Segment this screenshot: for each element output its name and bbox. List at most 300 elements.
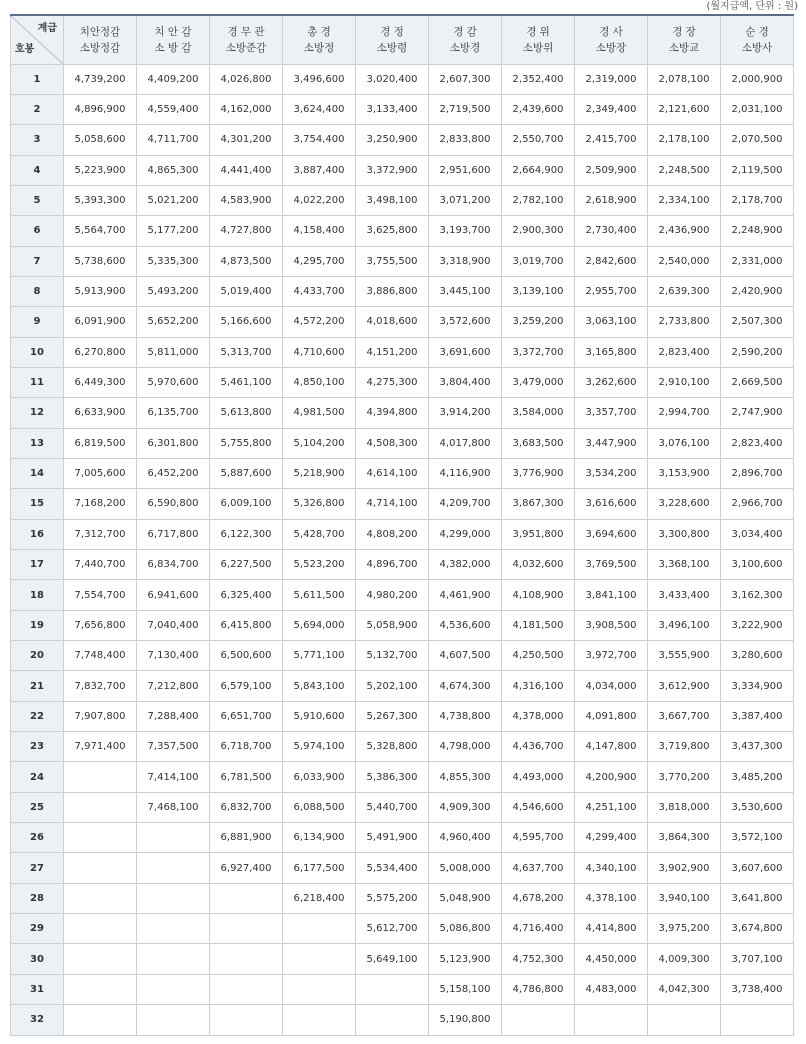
salary-cell: 2,349,400	[575, 94, 648, 124]
salary-cell	[64, 823, 137, 853]
salary-cell: 5,019,400	[210, 276, 283, 306]
salary-cell: 4,607,500	[429, 641, 502, 671]
salary-cell: 3,908,500	[575, 610, 648, 640]
salary-cell: 6,590,800	[137, 489, 210, 519]
salary-cell: 5,104,200	[283, 428, 356, 458]
salary-cell: 3,259,200	[502, 307, 575, 337]
salary-cell: 3,975,200	[648, 914, 721, 944]
salary-cell: 6,088,500	[283, 792, 356, 822]
salary-cell	[64, 883, 137, 913]
table-row	[11, 914, 794, 944]
salary-cell: 5,428,700	[283, 519, 356, 549]
salary-cell: 4,382,000	[429, 550, 502, 580]
salary-cell: 6,122,300	[210, 519, 283, 549]
salary-cell: 5,048,900	[429, 883, 502, 913]
salary-cell: 3,034,400	[721, 519, 794, 549]
salary-cell: 5,008,000	[429, 853, 502, 883]
salary-cell: 6,819,500	[64, 428, 137, 458]
rank-police-label: 경 정	[380, 25, 404, 38]
salary-cell: 2,540,000	[648, 246, 721, 276]
rank-fire-label: 소방사	[741, 41, 773, 54]
salary-cell: 5,738,600	[64, 246, 137, 276]
unit-note: (월지급액, 단위 : 원)	[706, 1, 798, 12]
salary-cell: 5,086,800	[429, 914, 502, 944]
salary-cell: 7,005,600	[64, 458, 137, 488]
step-cell: 29	[11, 914, 64, 944]
salary-cell: 5,267,300	[356, 701, 429, 731]
salary-cell: 2,000,900	[721, 64, 794, 94]
table-row	[11, 155, 794, 185]
salary-cell: 5,166,600	[210, 307, 283, 337]
salary-cell: 6,218,400	[283, 883, 356, 913]
salary-cell: 3,485,200	[721, 762, 794, 792]
salary-cell: 2,910,100	[648, 367, 721, 397]
table-row	[11, 610, 794, 640]
salary-cell: 3,755,500	[356, 246, 429, 276]
rank-fire-label: 소방위	[522, 41, 554, 54]
salary-cell	[648, 1005, 721, 1035]
salary-cell: 4,275,300	[356, 367, 429, 397]
salary-cell: 3,387,400	[721, 701, 794, 731]
salary-cell: 6,135,700	[137, 398, 210, 428]
salary-cell: 4,896,900	[64, 94, 137, 124]
salary-cell: 6,927,400	[210, 853, 283, 883]
rank-header-cell	[210, 15, 283, 64]
salary-cell: 6,452,200	[137, 458, 210, 488]
salary-cell: 4,378,000	[502, 701, 575, 731]
salary-cell: 3,572,100	[721, 823, 794, 853]
salary-cell	[64, 792, 137, 822]
step-cell: 6	[11, 216, 64, 246]
salary-cell: 5,491,900	[356, 823, 429, 853]
salary-cell: 2,900,300	[502, 216, 575, 246]
salary-cell: 4,873,500	[210, 246, 283, 276]
step-cell: 7	[11, 246, 64, 276]
salary-cell: 5,328,800	[356, 732, 429, 762]
salary-cell: 4,786,800	[502, 974, 575, 1004]
salary-cell: 3,437,300	[721, 732, 794, 762]
salary-cell: 6,091,900	[64, 307, 137, 337]
salary-cell: 4,409,200	[137, 64, 210, 94]
salary-cell: 3,318,900	[429, 246, 502, 276]
step-cell: 23	[11, 732, 64, 762]
table-row	[11, 337, 794, 367]
salary-cell: 3,357,700	[575, 398, 648, 428]
step-cell: 24	[11, 762, 64, 792]
salary-cell: 4,450,000	[575, 944, 648, 974]
salary-cell: 2,747,900	[721, 398, 794, 428]
salary-cell: 4,583,900	[210, 185, 283, 215]
salary-cell: 4,299,000	[429, 519, 502, 549]
salary-cell: 5,202,100	[356, 671, 429, 701]
salary-cell: 5,335,300	[137, 246, 210, 276]
table-row	[11, 367, 794, 397]
salary-cell: 3,020,400	[356, 64, 429, 94]
table-row	[11, 307, 794, 337]
salary-cell	[283, 914, 356, 944]
salary-cell: 4,572,200	[283, 307, 356, 337]
salary-cell: 3,887,400	[283, 155, 356, 185]
salary-cell: 3,738,400	[721, 974, 794, 1004]
step-cell: 22	[11, 701, 64, 731]
rank-header-cell	[429, 15, 502, 64]
salary-cell	[575, 1005, 648, 1035]
salary-cell: 7,554,700	[64, 580, 137, 610]
salary-cell	[137, 914, 210, 944]
salary-cell: 4,483,000	[575, 974, 648, 1004]
salary-cell: 4,018,600	[356, 307, 429, 337]
salary-cell: 2,951,600	[429, 155, 502, 185]
table-row	[11, 853, 794, 883]
salary-cell: 2,607,300	[429, 64, 502, 94]
salary-cell: 5,970,600	[137, 367, 210, 397]
salary-cell: 3,770,200	[648, 762, 721, 792]
salary-cell: 5,613,800	[210, 398, 283, 428]
salary-cell: 3,754,400	[283, 125, 356, 155]
salary-cell: 4,752,300	[502, 944, 575, 974]
table-row	[11, 125, 794, 155]
salary-cell: 2,509,900	[575, 155, 648, 185]
salary-cell: 5,021,200	[137, 185, 210, 215]
salary-cell: 2,439,600	[502, 94, 575, 124]
salary-cell: 5,218,900	[283, 458, 356, 488]
salary-cell: 6,941,600	[137, 580, 210, 610]
salary-cell: 5,326,800	[283, 489, 356, 519]
salary-cell: 2,590,200	[721, 337, 794, 367]
salary-cell: 5,652,200	[137, 307, 210, 337]
salary-cell: 5,132,700	[356, 641, 429, 671]
salary-cell: 3,139,100	[502, 276, 575, 306]
salary-cell: 7,907,800	[64, 701, 137, 731]
salary-cell: 5,843,100	[283, 671, 356, 701]
salary-cell: 3,280,600	[721, 641, 794, 671]
salary-cell	[210, 944, 283, 974]
salary-cell: 2,669,500	[721, 367, 794, 397]
salary-cell: 4,394,800	[356, 398, 429, 428]
rank-police-label: 순 경	[745, 25, 769, 38]
salary-cell: 2,078,100	[648, 64, 721, 94]
salary-cell: 4,614,100	[356, 458, 429, 488]
salary-cell: 3,479,000	[502, 367, 575, 397]
salary-cell: 5,755,800	[210, 428, 283, 458]
step-cell: 19	[11, 610, 64, 640]
salary-cell: 2,031,100	[721, 94, 794, 124]
salary-cell: 3,707,100	[721, 944, 794, 974]
salary-cell: 3,433,400	[648, 580, 721, 610]
salary-cell: 3,674,800	[721, 914, 794, 944]
salary-cell: 2,248,900	[721, 216, 794, 246]
rank-fire-label: 소방정감	[79, 41, 121, 54]
salary-cell	[64, 1005, 137, 1035]
salary-cell: 7,130,400	[137, 641, 210, 671]
salary-cell: 3,867,300	[502, 489, 575, 519]
salary-cell: 2,730,400	[575, 216, 648, 246]
salary-cell: 4,981,500	[283, 398, 356, 428]
salary-cell: 5,313,700	[210, 337, 283, 367]
step-cell: 15	[11, 489, 64, 519]
step-cell: 4	[11, 155, 64, 185]
rank-fire-label: 소방장	[595, 41, 627, 54]
salary-cell: 2,178,100	[648, 125, 721, 155]
step-cell: 14	[11, 458, 64, 488]
salary-cell: 3,372,900	[356, 155, 429, 185]
step-cell: 3	[11, 125, 64, 155]
table-row	[11, 641, 794, 671]
salary-cell: 2,719,500	[429, 94, 502, 124]
salary-cell: 3,683,500	[502, 428, 575, 458]
salary-table	[10, 14, 794, 1036]
salary-cell	[64, 853, 137, 883]
salary-cell: 3,691,600	[429, 337, 502, 367]
salary-cell: 3,496,100	[648, 610, 721, 640]
table-body	[11, 64, 794, 1035]
table-row	[11, 519, 794, 549]
salary-cell: 4,250,500	[502, 641, 575, 671]
salary-cell: 2,334,100	[648, 185, 721, 215]
salary-cell: 3,616,600	[575, 489, 648, 519]
salary-cell: 7,832,700	[64, 671, 137, 701]
step-cell: 18	[11, 580, 64, 610]
salary-cell: 4,980,200	[356, 580, 429, 610]
salary-cell: 4,850,100	[283, 367, 356, 397]
salary-cell: 6,633,900	[64, 398, 137, 428]
salary-cell: 2,823,400	[648, 337, 721, 367]
salary-cell: 7,288,400	[137, 701, 210, 731]
rank-police-label: 경 무 관	[227, 25, 265, 38]
salary-cell: 4,896,700	[356, 550, 429, 580]
corner-rank-label: 계급	[37, 23, 57, 34]
salary-cell	[283, 974, 356, 1004]
salary-cell: 4,716,400	[502, 914, 575, 944]
salary-cell: 6,325,400	[210, 580, 283, 610]
step-cell: 12	[11, 398, 64, 428]
salary-cell: 5,564,700	[64, 216, 137, 246]
salary-cell: 4,960,400	[429, 823, 502, 853]
table-row	[11, 944, 794, 974]
salary-cell: 5,058,900	[356, 610, 429, 640]
salary-table-container	[10, 14, 794, 1036]
table-row	[11, 185, 794, 215]
salary-cell: 4,739,200	[64, 64, 137, 94]
salary-cell: 3,641,800	[721, 883, 794, 913]
salary-cell: 3,372,700	[502, 337, 575, 367]
salary-cell: 7,971,400	[64, 732, 137, 762]
salary-cell: 4,710,600	[283, 337, 356, 367]
salary-cell	[356, 1005, 429, 1035]
salary-cell: 2,664,900	[502, 155, 575, 185]
table-row	[11, 428, 794, 458]
rank-police-label: 치안정감	[79, 25, 121, 38]
table-row	[11, 792, 794, 822]
salary-cell: 3,368,100	[648, 550, 721, 580]
rank-police-label: 경 사	[599, 25, 623, 38]
salary-cell	[356, 974, 429, 1004]
table-row	[11, 246, 794, 276]
step-cell: 1	[11, 64, 64, 94]
salary-cell: 3,530,600	[721, 792, 794, 822]
salary-cell: 3,262,600	[575, 367, 648, 397]
salary-cell: 2,331,000	[721, 246, 794, 276]
salary-cell: 4,808,200	[356, 519, 429, 549]
rank-header-cell	[64, 15, 137, 64]
rank-header-cell	[356, 15, 429, 64]
corner-step-label: 호봉	[15, 43, 35, 55]
rank-fire-label: 소방령	[376, 41, 408, 54]
salary-cell: 3,498,100	[356, 185, 429, 215]
salary-cell: 5,612,700	[356, 914, 429, 944]
salary-cell: 6,009,100	[210, 489, 283, 519]
salary-cell	[64, 974, 137, 1004]
salary-cell: 3,818,000	[648, 792, 721, 822]
salary-cell: 2,507,300	[721, 307, 794, 337]
salary-cell: 3,334,900	[721, 671, 794, 701]
table-header	[11, 15, 794, 64]
salary-cell: 3,534,200	[575, 458, 648, 488]
salary-cell: 3,100,600	[721, 550, 794, 580]
salary-cell: 4,546,600	[502, 792, 575, 822]
salary-cell: 4,316,100	[502, 671, 575, 701]
step-cell: 21	[11, 671, 64, 701]
salary-cell: 4,026,800	[210, 64, 283, 94]
rank-header-cell	[721, 15, 794, 64]
rank-police-label: 경 위	[526, 25, 550, 38]
salary-cell	[64, 762, 137, 792]
salary-cell: 4,711,700	[137, 125, 210, 155]
step-cell: 31	[11, 974, 64, 1004]
salary-cell: 6,301,800	[137, 428, 210, 458]
salary-cell	[721, 1005, 794, 1035]
salary-cell: 4,340,100	[575, 853, 648, 883]
rank-police-label: 경 감	[453, 25, 477, 38]
salary-cell: 5,058,600	[64, 125, 137, 155]
step-cell: 10	[11, 337, 64, 367]
salary-cell: 4,559,400	[137, 94, 210, 124]
salary-cell: 4,441,400	[210, 155, 283, 185]
salary-cell: 7,440,700	[64, 550, 137, 580]
salary-cell: 4,299,400	[575, 823, 648, 853]
salary-cell: 6,881,900	[210, 823, 283, 853]
salary-cell: 4,147,800	[575, 732, 648, 762]
salary-cell: 4,209,700	[429, 489, 502, 519]
salary-cell: 6,718,700	[210, 732, 283, 762]
salary-cell: 2,842,600	[575, 246, 648, 276]
salary-cell: 2,352,400	[502, 64, 575, 94]
salary-cell: 6,449,300	[64, 367, 137, 397]
salary-cell: 4,116,900	[429, 458, 502, 488]
salary-cell: 5,158,100	[429, 974, 502, 1004]
salary-cell: 3,445,100	[429, 276, 502, 306]
salary-cell: 4,378,100	[575, 883, 648, 913]
table-row	[11, 823, 794, 853]
salary-cell: 4,536,600	[429, 610, 502, 640]
table-row	[11, 550, 794, 580]
salary-cell: 5,575,200	[356, 883, 429, 913]
step-cell: 8	[11, 276, 64, 306]
salary-cell: 3,612,900	[648, 671, 721, 701]
salary-cell: 3,133,400	[356, 94, 429, 124]
salary-cell: 3,719,800	[648, 732, 721, 762]
salary-cell: 2,896,700	[721, 458, 794, 488]
step-cell: 16	[11, 519, 64, 549]
table-row	[11, 701, 794, 731]
salary-cell: 4,436,700	[502, 732, 575, 762]
salary-cell: 2,833,800	[429, 125, 502, 155]
step-cell: 9	[11, 307, 64, 337]
rank-header-cell	[648, 15, 721, 64]
step-cell: 28	[11, 883, 64, 913]
salary-cell: 3,864,300	[648, 823, 721, 853]
salary-cell: 4,034,000	[575, 671, 648, 701]
salary-cell: 3,153,900	[648, 458, 721, 488]
salary-cell: 4,295,700	[283, 246, 356, 276]
salary-cell: 5,123,900	[429, 944, 502, 974]
rank-fire-label: 소 방 감	[154, 41, 192, 54]
salary-cell: 2,618,900	[575, 185, 648, 215]
step-cell: 5	[11, 185, 64, 215]
salary-cell: 4,674,300	[429, 671, 502, 701]
salary-cell: 4,678,200	[502, 883, 575, 913]
salary-cell: 4,108,900	[502, 580, 575, 610]
salary-cell: 4,493,000	[502, 762, 575, 792]
salary-cell: 6,415,800	[210, 610, 283, 640]
salary-cell: 7,468,100	[137, 792, 210, 822]
salary-cell: 5,811,000	[137, 337, 210, 367]
salary-cell: 5,910,600	[283, 701, 356, 731]
salary-cell: 3,076,100	[648, 428, 721, 458]
salary-cell: 5,523,200	[283, 550, 356, 580]
salary-cell: 7,656,800	[64, 610, 137, 640]
step-cell: 25	[11, 792, 64, 822]
salary-cell: 4,009,300	[648, 944, 721, 974]
salary-cell: 4,301,200	[210, 125, 283, 155]
salary-cell: 5,190,800	[429, 1005, 502, 1035]
salary-cell: 3,555,900	[648, 641, 721, 671]
salary-cell: 7,414,100	[137, 762, 210, 792]
salary-cell: 2,121,600	[648, 94, 721, 124]
salary-cell: 4,017,800	[429, 428, 502, 458]
salary-cell: 3,940,100	[648, 883, 721, 913]
salary-cell: 2,119,500	[721, 155, 794, 185]
salary-cell	[502, 1005, 575, 1035]
salary-cell: 3,624,400	[283, 94, 356, 124]
salary-cell: 7,168,200	[64, 489, 137, 519]
salary-cell: 4,508,300	[356, 428, 429, 458]
salary-cell: 4,091,800	[575, 701, 648, 731]
salary-cell: 5,771,100	[283, 641, 356, 671]
header-row	[11, 15, 794, 64]
salary-cell	[137, 1005, 210, 1035]
salary-cell: 4,637,700	[502, 853, 575, 883]
salary-cell: 3,902,900	[648, 853, 721, 883]
salary-cell: 4,738,800	[429, 701, 502, 731]
salary-cell: 2,415,700	[575, 125, 648, 155]
salary-cell: 2,955,700	[575, 276, 648, 306]
salary-cell	[210, 914, 283, 944]
salary-cell: 2,420,900	[721, 276, 794, 306]
salary-cell	[210, 883, 283, 913]
salary-cell	[210, 974, 283, 1004]
salary-cell: 7,212,800	[137, 671, 210, 701]
table-row	[11, 216, 794, 246]
salary-cell: 5,223,900	[64, 155, 137, 185]
salary-cell: 3,193,700	[429, 216, 502, 246]
salary-cell: 3,250,900	[356, 125, 429, 155]
step-cell: 27	[11, 853, 64, 883]
salary-cell: 3,694,600	[575, 519, 648, 549]
salary-cell: 3,914,200	[429, 398, 502, 428]
salary-cell: 6,832,700	[210, 792, 283, 822]
salary-cell: 3,447,900	[575, 428, 648, 458]
